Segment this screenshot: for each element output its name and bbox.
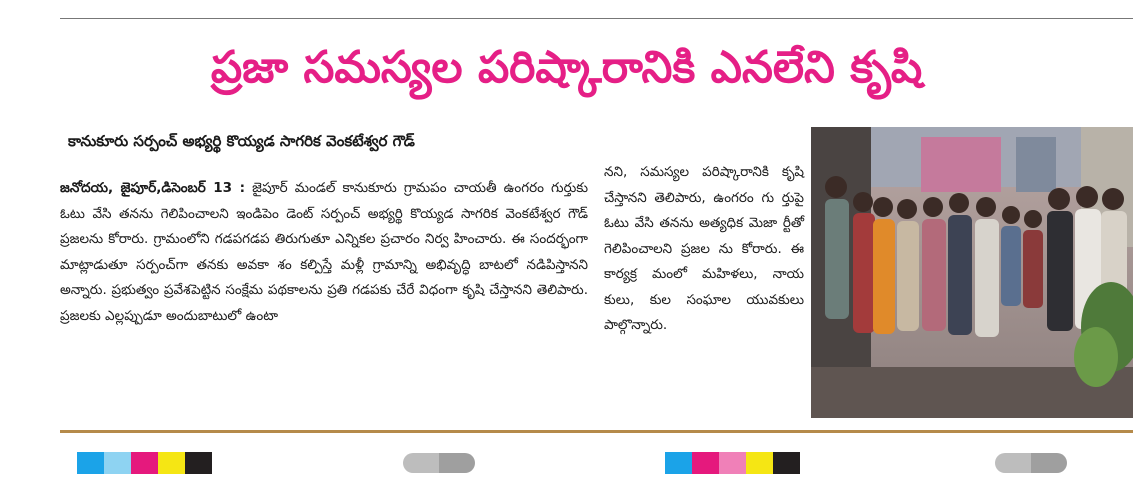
black-swatch [185, 452, 212, 474]
gray-registration-pill-left [403, 453, 475, 473]
article-column-1 [60, 176, 588, 329]
yellow-swatch [158, 452, 185, 474]
headline: ప్రజా సమస్యల పరిష్కారానికి ఎనలేని కృషి [210, 42, 923, 93]
article-column-1-body: జైపూర్ మండల్ కానుకూరు గ్రామపం చాయతీ ఉంగరం గుర్తుకు ఓటు వేసి తనను గెలిపించాలని ఇండిపెం డెంట్ సర్పంచ్ అభ్యర్థి కొయ్యడ సాగరిక వెంకటేశ్వర గౌడ్ ప్రజలను కోరారు. గ్రామంలోని గడపగడప తిరుగుతూ ఎన్నికల ప్రచారం నిర్వ హించారు. ఈ సందర్భంగా మాట్లాడుతూ సర్పంచ్‌గా తనకు అవకా శం కల్పిస్తే మళ్లీ గ్రామాన్ని అభివృద్ధి బాటలో నడిపిస్తానని అన్నారు. ప్రభుత్వం ప్రవేశపెట్టిన సంక్షేమ పథకాలను ప్రతి గడపకు చేరే విధంగా కృషి చేస్తానని తెలిపారు. ప్రజలకు ఎల్లప్పుడూ అందుబాటులో ఉంటా [60, 180, 588, 324]
magenta-swatch [692, 452, 719, 474]
magenta-swatch [131, 452, 158, 474]
gray-registration-pill-right [995, 453, 1067, 473]
yellow-swatch [746, 452, 773, 474]
light-cyan-swatch [104, 452, 131, 474]
light-magenta-swatch [719, 452, 746, 474]
article-column-2: నని, సమస్యల పరిష్కారానికి కృషి చేస్తానని తెలిపారు, ఉంగరం గు ర్తుపై ఓటు వేసి తనను అత్యధిక మెజా ర్టీతో గెలిపించాలని ప్రజల ను కోరారు. ఈ కార్యక్ర మంలో మహిళలు, నాయ కులు, కుల సంఘాల యువకులు పాల్గొన్నారు. [604, 164, 804, 333]
bottom-rule [60, 430, 1133, 433]
black-swatch [773, 452, 800, 474]
top-rule [60, 18, 1133, 19]
color-registration-right [665, 452, 800, 474]
dateline: జనోదయ, జైపూర్,డిసెంబర్ 13 : [60, 180, 245, 196]
group-photo [811, 127, 1133, 418]
cyan-swatch [665, 452, 692, 474]
subheadline: కానుకూరు సర్పంచ్ అభ్యర్థి కొయ్యడ సాగరిక వెంకటేశ్వర గౌడ్ [68, 132, 415, 150]
color-registration-left [77, 452, 212, 474]
cyan-swatch [77, 452, 104, 474]
group-photo-image [811, 127, 1133, 418]
